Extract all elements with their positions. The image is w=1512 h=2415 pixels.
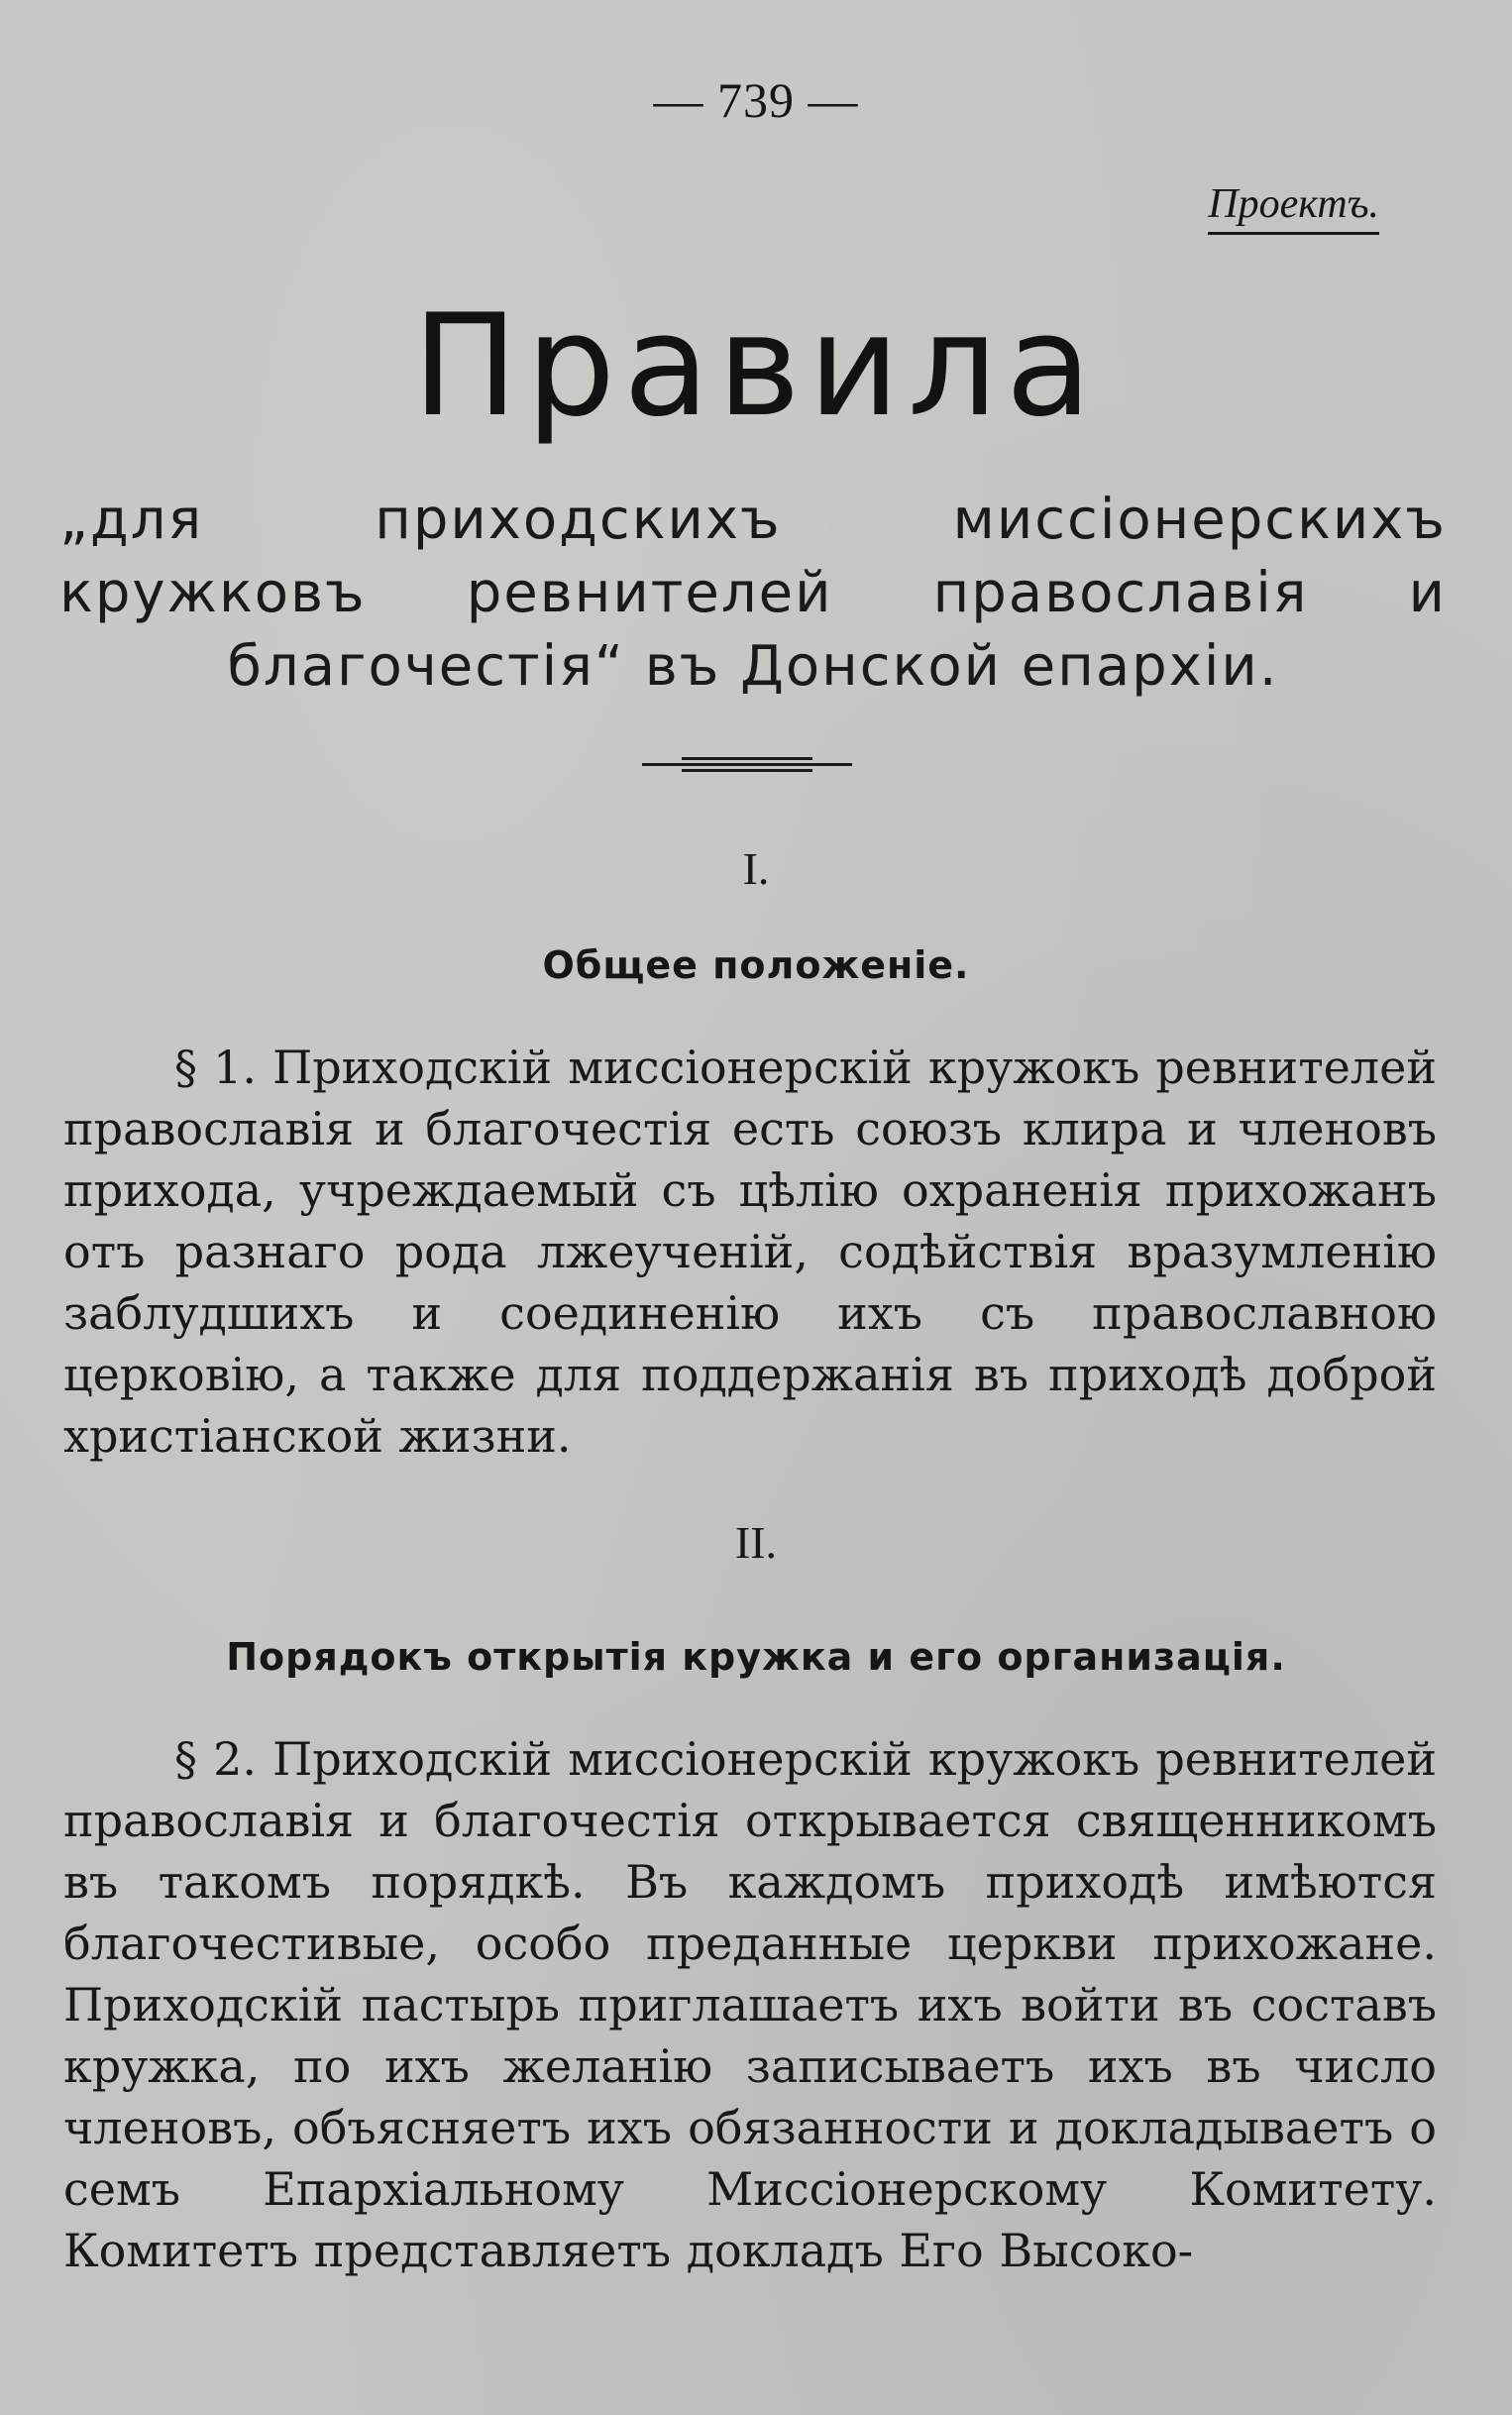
section-1-paragraph: § 1. Приходскій миссіонерскій кружокъ ревнителей православія и благочестія есть союзъ клира и членовъ прихода, учреждаемый съ цѣлію охраненія прихожанъ отъ разнаго рода лжеученій, содѣйствія вразумленію заблудшихъ и соединенію ихъ съ православною церковію, а также для поддержанія въ приходѣ доброй христіанской жизни. [63,1041,1437,1463]
section-2-numeral: II. [734,1517,778,1568]
document-subtitle: „для приходскихъ миссіонерскихъ кружковъ ревнителей православія и благочестія“ въ Донской епархіи. [59,488,1447,699]
section-1-numeral: I. [742,843,770,894]
section-1-heading: Общее положеніе. [542,943,970,987]
document-title: Правила [412,284,1100,448]
section-2-paragraph: § 2. Приходскій миссіонерскій кружокъ ревнителей православія и благочестія открывается священникомъ въ такомъ порядкѣ. Въ каждомъ приходѣ имѣются благочестивые, особо преданные церкви прихожане. Приходскій пастырь приглашаетъ ихъ войти въ составъ кружка, по ихъ желанію записываетъ ихъ въ число членовъ, объясняетъ ихъ обязанности и докладываетъ о семъ Епархіальному Миссіонерскому Комитету. Комитетъ представляетъ докладъ Его Высоко- [63,1732,1437,2277]
section-2-heading: Порядокъ открытія кружка и его организація. [226,1635,1286,1679]
page-number: — 739 — [653,72,859,128]
draft-label: Проектъ. [1208,180,1379,235]
title-ornament-divider [642,753,852,773]
